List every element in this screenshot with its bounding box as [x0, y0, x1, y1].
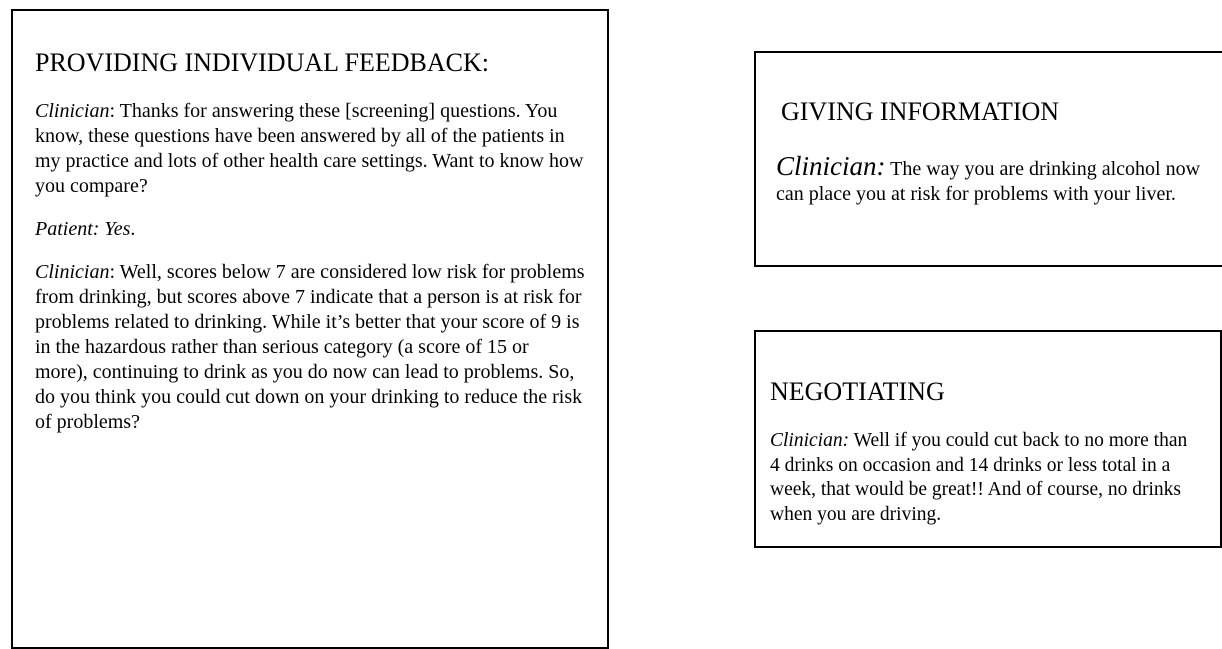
feedback-box: [11, 9, 609, 649]
speaker-label: Clinician:: [776, 151, 886, 181]
speaker-label: Clinician: [35, 261, 110, 283]
negotiating-heading: NEGOTIATING: [770, 377, 945, 406]
negotiating-box: [754, 330, 1222, 548]
dialogue-text: The way you are drinking alcohol now can place you at risk for problems with your liver.: [776, 158, 1201, 205]
giving-information-box: [754, 51, 1222, 267]
dialogue-text: : Thanks for answering these [screening] questions. You know, these questions have been answered by all of the patients in my practice and lots of other health care settings. Want to know how you compare?: [35, 100, 584, 197]
feedback-clinician-paragraph-1: [35, 99, 585, 199]
feedback-heading: PROVIDING INDIVIDUAL FEEDBACK:: [35, 48, 490, 77]
giving-information-paragraph: [776, 151, 1202, 207]
giving-information-heading: GIVING INFORMATION: [781, 97, 1060, 126]
dialogue-text: : Well, scores below 7 are considered low risk for problems from drinking, but scores above 7 indicate that a person is at risk for problems related to drinking. While it’s better that your score of 9 is in the hazardous rather than serious category (a score of 15 or more), continuing to drink as you do now can lead to problems. So, do you think you could cut down on your drinking to reduce the risk of problems?: [35, 261, 585, 433]
negotiating-paragraph: [770, 429, 1200, 527]
feedback-clinician-paragraph-2: [35, 260, 585, 435]
dialogue-text: .: [130, 218, 136, 240]
dialogue-text: Well if you could cut back to no more than 4 drinks on occasion and 14 drinks or less total in a week, that would be great!! And of course, no drinks when you are driving.: [770, 430, 1188, 525]
feedback-patient-paragraph: [35, 217, 585, 242]
patient-reply: Patient: Yes: [35, 218, 131, 240]
speaker-label: Clinician:: [770, 430, 850, 451]
speaker-label: Clinician: [35, 100, 110, 122]
